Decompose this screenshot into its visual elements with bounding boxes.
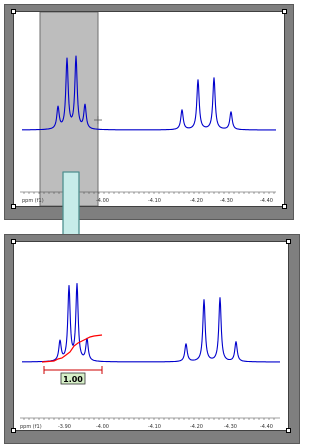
resize-handle-top-right[interactable] (286, 239, 291, 244)
resize-handle-bottom-right[interactable] (282, 204, 287, 209)
tick-label: -3.90 (58, 424, 71, 430)
resize-handle-bottom-left[interactable] (11, 428, 16, 433)
tick-label: -4.00 (96, 198, 109, 204)
bottom-spectrum-plot (14, 242, 288, 430)
axis-unit-label: ppm (f1) (20, 424, 42, 430)
resize-handle-top-left[interactable] (11, 239, 16, 244)
tick-label: -4.20 (190, 198, 203, 204)
tick-label: -4.10 (148, 198, 161, 204)
axis-unit-label: ppm (f1) (22, 198, 44, 204)
tick-label: -4.30 (224, 424, 237, 430)
resize-handle-top-right[interactable] (282, 9, 287, 14)
resize-handle-bottom-left[interactable] (11, 204, 16, 209)
resize-handle-bottom-right[interactable] (286, 428, 291, 433)
top-panel (4, 4, 294, 220)
tick-label: -4.00 (96, 424, 109, 430)
spectrum-trace (22, 283, 280, 362)
tick-label: -4.10 (148, 424, 161, 430)
bottom-spectrum-document[interactable] (13, 241, 289, 431)
tick-label: -4.40 (260, 198, 273, 204)
integral-value: 1.00 (63, 375, 83, 384)
tick-label: -4.40 (260, 424, 273, 430)
tick-label: -4.30 (220, 198, 233, 204)
resize-handle-top-left[interactable] (11, 9, 16, 14)
bottom-panel (4, 234, 300, 444)
tick-label: -4.20 (190, 424, 203, 430)
